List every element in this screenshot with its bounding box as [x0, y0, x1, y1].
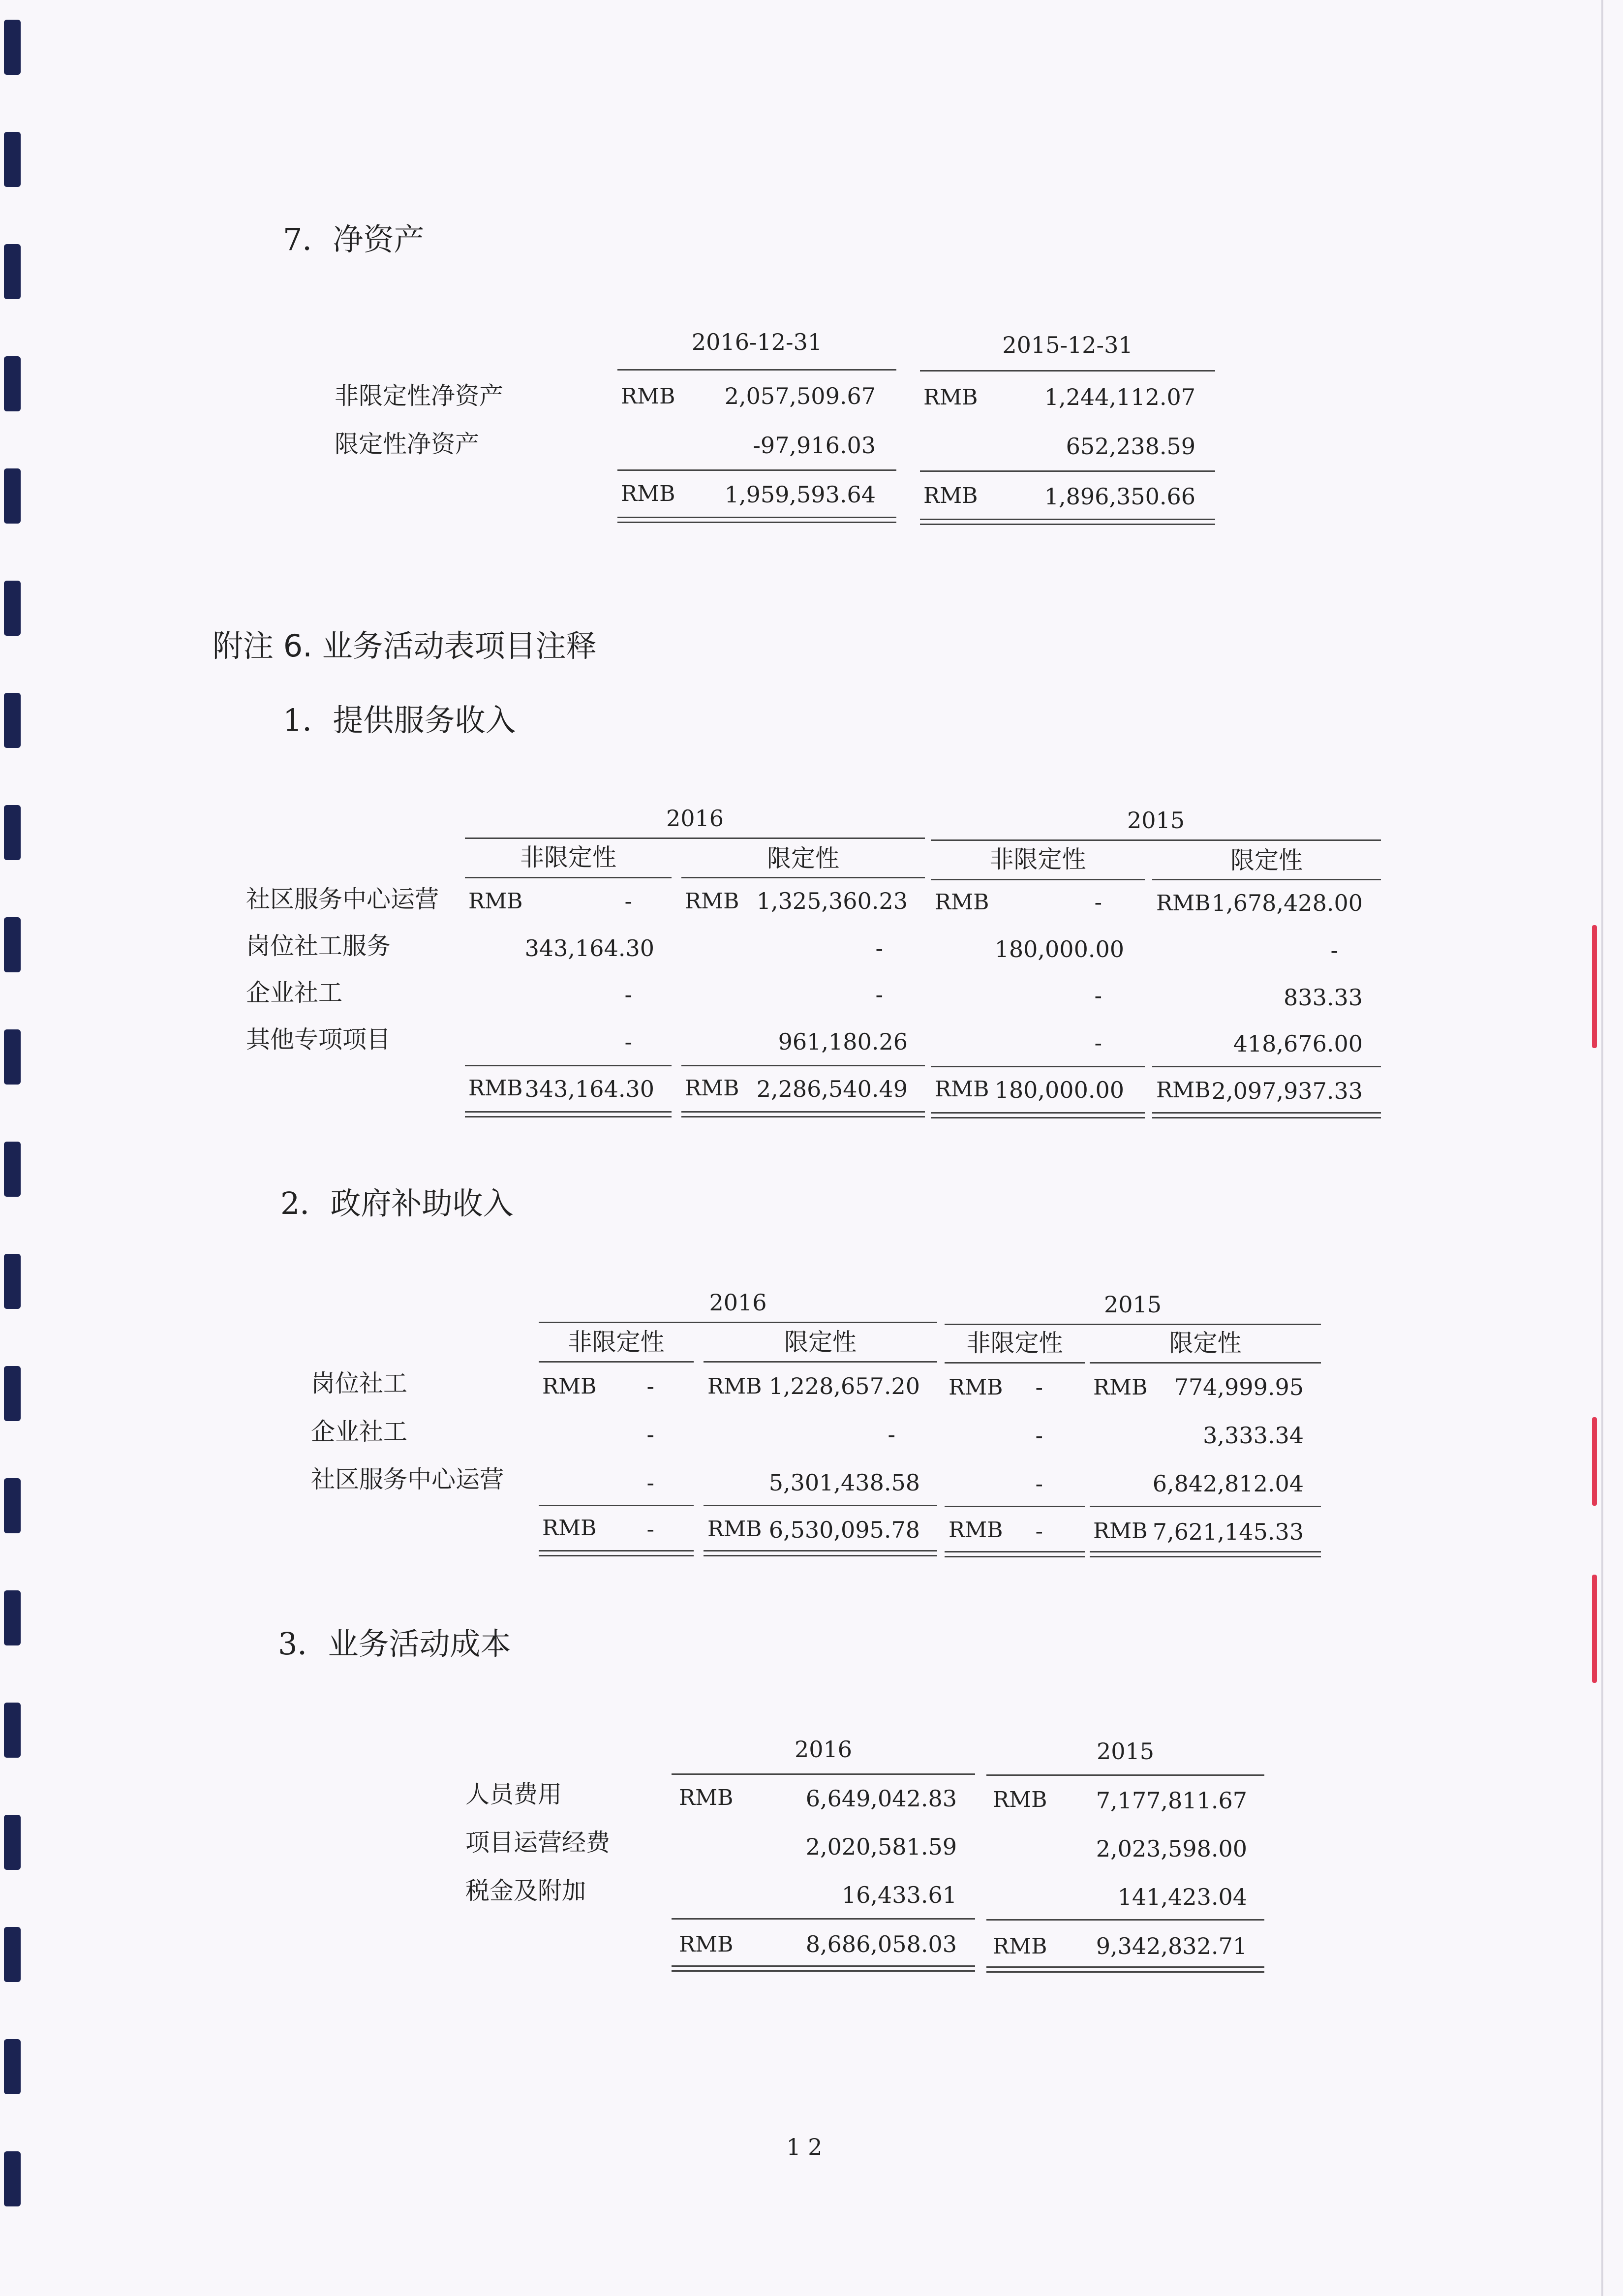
binder-ring: [4, 1142, 21, 1197]
row-label: 岗位社工服务: [246, 932, 391, 960]
amount: 6,649,042.83: [805, 1785, 957, 1812]
binder-ring: [4, 20, 21, 75]
column-year: 2016-12-31: [691, 329, 823, 355]
subtotal-rule: [986, 1919, 1264, 1921]
column-subheader: 非限定性: [568, 1328, 665, 1356]
amount: 1,325,360.23: [756, 888, 908, 914]
subheader-rule: [465, 877, 672, 878]
total-amount: -: [646, 1516, 654, 1542]
binder-ring: [4, 1478, 21, 1533]
row-label: 企业社工: [246, 979, 343, 1007]
subheader-rule: [1090, 1362, 1321, 1364]
amount: -: [1035, 1470, 1043, 1497]
red-pen-mark: [1592, 925, 1597, 1048]
section-heading: 7．净资产: [283, 221, 425, 257]
binder-ring: [4, 1254, 21, 1309]
column-subheader: 非限定性: [966, 1329, 1063, 1357]
amount: -: [1035, 1374, 1043, 1400]
currency-prefix: RMB: [542, 1516, 597, 1541]
amount: -: [1035, 1422, 1043, 1449]
column-subheader: 非限定性: [989, 845, 1086, 873]
subtotal-rule: [539, 1505, 694, 1506]
row-label: 社区服务中心运营: [246, 885, 439, 913]
currency-prefix: RMB: [468, 889, 523, 914]
row-label: 企业社工: [311, 1418, 408, 1446]
currency-prefix: RMB: [707, 1374, 762, 1399]
currency-prefix: RMB: [542, 1374, 597, 1399]
amount: 7,177,811.67: [1096, 1787, 1247, 1814]
subheader-rule: [945, 1362, 1085, 1364]
header-rule: [945, 1324, 1321, 1325]
currency-prefix: RMB: [935, 1077, 989, 1102]
currency-prefix: RMB: [923, 483, 978, 508]
amount: 6,842,812.04: [1152, 1470, 1304, 1497]
total-amount: 6,530,095.78: [768, 1517, 920, 1543]
currency-prefix: RMB: [707, 1517, 762, 1542]
binder-ring: [4, 917, 21, 972]
total-amount: 9,342,832.71: [1096, 1933, 1247, 1959]
subheader-rule: [1152, 879, 1381, 880]
subtotal-rule: [704, 1505, 937, 1506]
section-heading: 2．政府补助收入: [280, 1185, 514, 1221]
row-label: 人员费用: [465, 1780, 562, 1808]
subtotal-rule: [945, 1506, 1085, 1507]
binder-ring: [4, 1927, 21, 1982]
currency-prefix: RMB: [621, 384, 675, 409]
amount: -: [624, 981, 632, 1008]
amount: 961,180.26: [778, 1028, 908, 1055]
amount: -: [1094, 1029, 1102, 1056]
row-label: 岗位社工: [311, 1369, 408, 1397]
amount: -: [646, 1373, 654, 1399]
total-double-rule: [1090, 1551, 1321, 1557]
total-amount: -: [1035, 1518, 1043, 1544]
subheader-rule: [539, 1361, 694, 1363]
binder-ring: [4, 2151, 21, 2206]
column-year: 2015: [1096, 1738, 1155, 1765]
amount: -: [1094, 889, 1102, 915]
row-label: 项目运营经费: [465, 1829, 611, 1857]
amount: 343,164.30: [524, 935, 654, 962]
page-number: 1 2: [786, 2134, 823, 2160]
amount: -: [888, 1421, 895, 1448]
subtotal-rule: [465, 1065, 672, 1066]
column-subheader: 非限定性: [520, 843, 616, 871]
header-rule: [931, 839, 1381, 841]
currency-prefix: RMB: [993, 1787, 1047, 1812]
binder-ring: [4, 2039, 21, 2094]
total-double-rule: [1152, 1112, 1381, 1118]
amount: -: [875, 935, 883, 962]
amount: 2,057,509.67: [724, 383, 876, 409]
binder-ring: [4, 1029, 21, 1085]
binder-ring: [4, 132, 21, 187]
amount: 833.33: [1284, 984, 1363, 1011]
total-double-rule: [681, 1111, 925, 1117]
column-year: 2015: [1127, 807, 1185, 834]
currency-prefix: RMB: [679, 1785, 734, 1810]
section-heading: 1．提供服务收入: [283, 702, 516, 738]
subheader-rule: [931, 879, 1145, 880]
total-double-rule: [672, 1965, 975, 1972]
binder-ring: [4, 1366, 21, 1421]
subtotal-rule: [920, 470, 1215, 472]
currency-prefix: RMB: [949, 1518, 1003, 1543]
total-double-rule: [945, 1551, 1085, 1557]
currency-prefix: RMB: [1093, 1375, 1148, 1400]
row-label: 税金及附加: [465, 1877, 586, 1905]
amount: 180,000.00: [994, 936, 1124, 962]
amount: -: [646, 1469, 654, 1496]
red-pen-mark: [1592, 1575, 1597, 1683]
binder-ring: [4, 1703, 21, 1758]
currency-prefix: RMB: [621, 481, 675, 506]
currency-prefix: RMB: [1156, 1078, 1211, 1103]
amount: 16,433.61: [841, 1882, 957, 1908]
total-amount: 8,686,058.03: [805, 1931, 957, 1957]
subtotal-rule: [1090, 1506, 1321, 1507]
amount: 774,999.95: [1174, 1374, 1304, 1400]
binder-ring: [4, 1590, 21, 1645]
currency-prefix: RMB: [949, 1375, 1003, 1400]
note-heading: 附注 6. 业务活动表项目注释: [213, 628, 597, 664]
total-amount: 2,286,540.49: [756, 1076, 908, 1102]
currency-prefix: RMB: [1156, 891, 1211, 916]
amount: 141,423.04: [1117, 1884, 1247, 1910]
header-rule: [920, 370, 1215, 372]
page-edge: [1601, 0, 1603, 2296]
column-year: 2015-12-31: [1002, 332, 1133, 358]
amount: -: [875, 981, 883, 1008]
header-rule: [465, 838, 925, 839]
binder-ring: [4, 1815, 21, 1870]
subtotal-rule: [1152, 1066, 1381, 1067]
amount: -: [624, 1028, 632, 1055]
amount: 1,678,428.00: [1211, 890, 1363, 916]
total-amount: 343,164.30: [524, 1076, 654, 1102]
amount: 1,228,657.20: [768, 1373, 920, 1399]
binder-ring: [4, 244, 21, 299]
currency-prefix: RMB: [685, 889, 739, 914]
amount: 652,238.59: [1066, 433, 1195, 460]
currency-prefix: RMB: [679, 1932, 734, 1957]
binder-ring: [4, 805, 21, 860]
subheader-rule: [704, 1361, 937, 1363]
currency-prefix: RMB: [468, 1076, 523, 1101]
red-pen-mark: [1592, 1417, 1597, 1506]
total-amount: 180,000.00: [994, 1077, 1124, 1103]
total-amount: 2,097,937.33: [1211, 1078, 1363, 1104]
currency-prefix: RMB: [935, 890, 989, 915]
header-rule: [617, 369, 896, 371]
column-year: 2016: [794, 1736, 853, 1763]
total-double-rule: [920, 519, 1215, 525]
column-year: 2016: [709, 1289, 767, 1316]
binder-ring: [4, 693, 21, 748]
header-rule: [986, 1774, 1264, 1776]
total-double-rule: [986, 1966, 1264, 1973]
section-heading: 3．业务活动成本: [278, 1626, 511, 1662]
currency-prefix: RMB: [685, 1076, 739, 1101]
amount: 1,244,112.07: [1044, 384, 1195, 410]
binder-ring: [4, 468, 21, 524]
amount: 3,333.34: [1203, 1422, 1304, 1449]
currency-prefix: RMB: [993, 1934, 1047, 1959]
total-amount: 1,959,593.64: [724, 481, 876, 508]
binder-ring: [4, 356, 21, 411]
total-double-rule: [617, 517, 896, 523]
currency-prefix: RMB: [1093, 1519, 1148, 1544]
amount: -: [624, 888, 632, 914]
amount: 5,301,438.58: [768, 1469, 920, 1496]
amount: -: [1094, 982, 1102, 1009]
column-year: 2016: [666, 805, 724, 832]
total-double-rule: [539, 1550, 694, 1556]
column-subheader: 限定性: [1230, 846, 1303, 874]
column-year: 2015: [1103, 1291, 1162, 1318]
amount: 2,023,598.00: [1096, 1835, 1247, 1862]
subheader-rule: [681, 877, 925, 878]
subtotal-rule: [617, 469, 896, 471]
total-double-rule: [465, 1111, 672, 1117]
column-subheader: 限定性: [784, 1328, 857, 1356]
subtotal-rule: [672, 1918, 975, 1920]
currency-prefix: RMB: [923, 385, 978, 410]
row-label: 社区服务中心运营: [311, 1465, 504, 1493]
total-amount: 7,621,145.33: [1152, 1519, 1304, 1545]
amount: 418,676.00: [1233, 1030, 1363, 1057]
amount: 2,020,581.59: [805, 1833, 957, 1860]
header-rule: [539, 1322, 937, 1323]
row-label: 非限定性净资产: [335, 382, 504, 410]
subtotal-rule: [931, 1066, 1145, 1067]
amount: -: [646, 1421, 654, 1448]
header-rule: [672, 1773, 975, 1775]
amount: -: [1330, 937, 1338, 963]
subtotal-rule: [681, 1065, 925, 1066]
amount: -97,916.03: [753, 432, 876, 459]
column-subheader: 限定性: [1169, 1329, 1242, 1357]
total-amount: 1,896,350.66: [1044, 483, 1195, 510]
total-double-rule: [931, 1112, 1145, 1118]
total-double-rule: [704, 1550, 937, 1556]
row-label: 限定性净资产: [335, 430, 480, 458]
binder-ring: [4, 581, 21, 636]
row-label: 其他专项项目: [246, 1025, 391, 1054]
column-subheader: 限定性: [766, 844, 839, 872]
